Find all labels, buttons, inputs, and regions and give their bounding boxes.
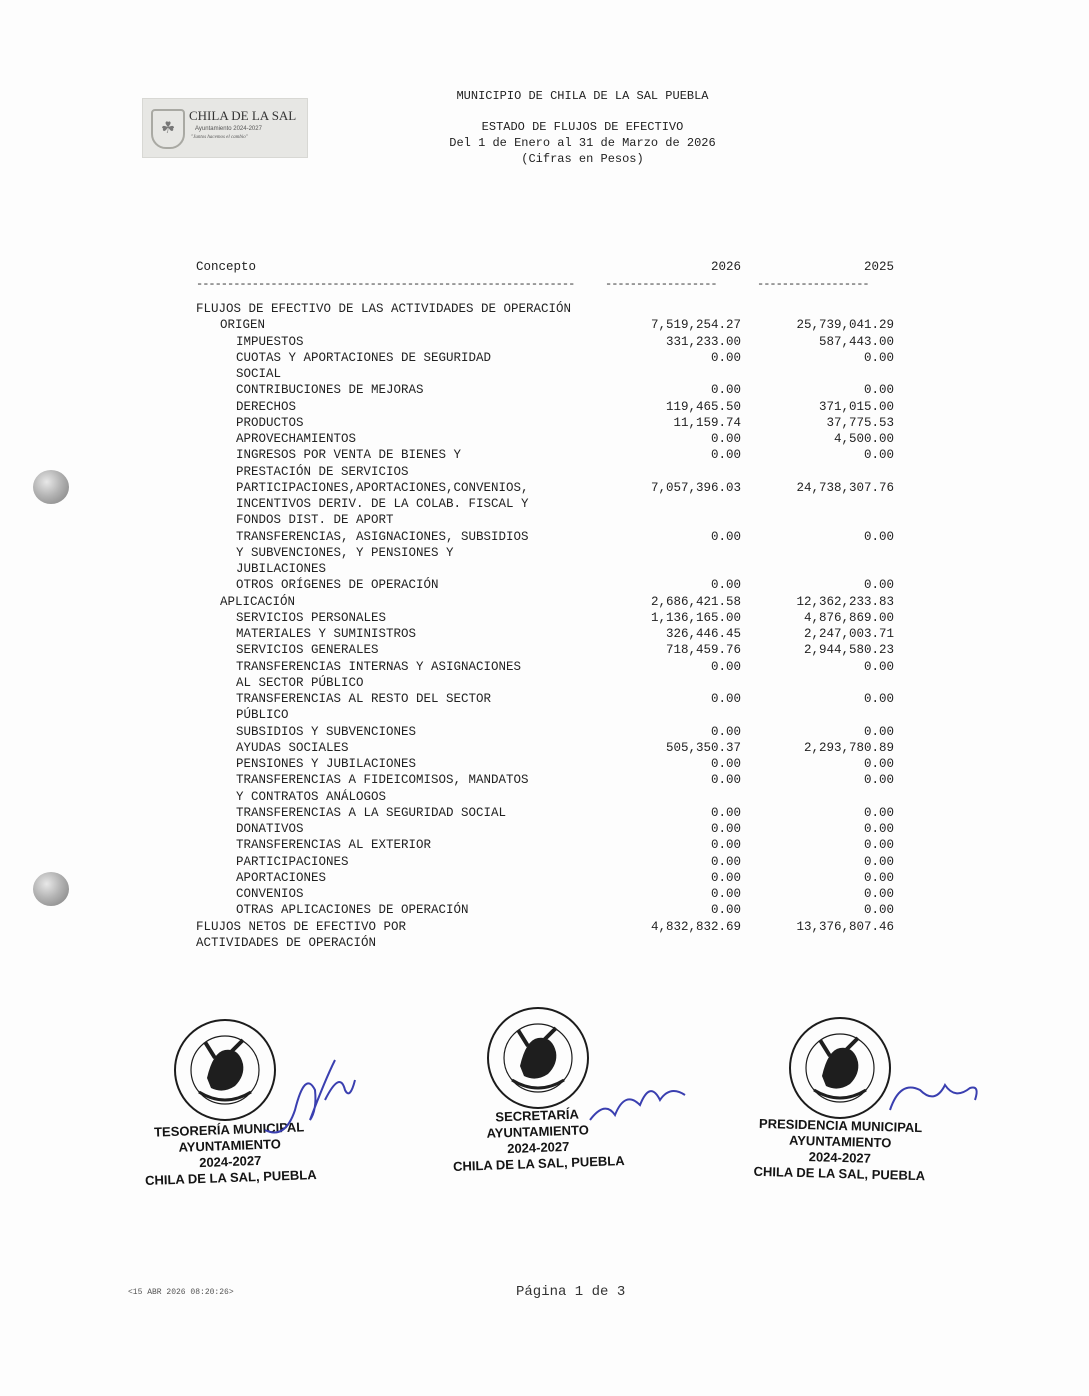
row-value-2026: 0.00 <box>710 724 741 739</box>
signature-presidencia <box>885 1070 985 1120</box>
logo-motto: "Juntos hacemos el cambio" <box>191 135 248 140</box>
table-row <box>0 512 1089 528</box>
table-row <box>0 529 1089 545</box>
row-value-2025: 25,739,041.29 <box>796 318 894 333</box>
row-value-2026: 7,519,254.27 <box>650 318 741 333</box>
table-row <box>0 431 1089 447</box>
table-row <box>0 399 1089 415</box>
row-value-2026: 1,136,165.00 <box>650 610 741 625</box>
row-concepto: Y CONTRATOS ANÁLOGOS <box>236 789 387 804</box>
row-concepto: IMPUESTOS <box>236 334 304 349</box>
signature-tesoreria <box>255 1030 365 1140</box>
table-row <box>0 675 1089 691</box>
row-concepto: FLUJOS NETOS DE EFECTIVO POR <box>196 919 407 934</box>
table-row <box>0 870 1089 886</box>
report-units: (Cifras en Pesos) <box>521 152 644 166</box>
row-value-2025: 371,015.00 <box>818 399 894 414</box>
row-concepto: TRANSFERENCIAS AL EXTERIOR <box>236 838 432 853</box>
seal-line: SECRETARÍA <box>495 1106 580 1125</box>
row-value-2026: 0.00 <box>710 903 741 918</box>
row-concepto: ACTIVIDADES DE OPERACIÓN <box>196 935 377 950</box>
row-value-2026: 326,446.45 <box>665 627 741 641</box>
table-row <box>0 415 1089 431</box>
header-rule-2025: ------------------ <box>757 277 869 291</box>
row-concepto: Y SUBVENCIONES, Y PENSIONES Y <box>236 545 454 560</box>
row-value-2025: 0.00 <box>863 578 894 593</box>
row-value-2026: 0.00 <box>710 773 741 788</box>
table-row <box>0 724 1089 740</box>
row-value-2025: 0.00 <box>863 350 894 365</box>
table-row <box>0 464 1089 480</box>
row-value-2025: 0.00 <box>863 838 894 853</box>
row-concepto: SERVICIOS GENERALES <box>236 643 379 658</box>
header-rule-2026: ------------------ <box>605 277 717 291</box>
row-value-2025: 0.00 <box>863 659 894 674</box>
row-value-2026: 0.00 <box>710 383 741 398</box>
table-row <box>0 301 1089 317</box>
seal-text-presidencia <box>749 1116 931 1185</box>
municipality-logo <box>142 98 308 158</box>
row-value-2025: 12,362,233.83 <box>796 594 894 609</box>
column-header-concepto: Concepto <box>196 260 257 274</box>
row-concepto: DONATIVOS <box>236 822 304 836</box>
table-row <box>0 545 1089 561</box>
row-value-2025: 0.00 <box>863 854 894 869</box>
row-concepto: SERVICIOS PERSONALES <box>236 610 387 625</box>
row-value-2026: 0.00 <box>710 822 741 836</box>
row-value-2025: 0.00 <box>863 887 894 901</box>
table-row <box>0 382 1089 398</box>
table-row <box>0 594 1089 610</box>
row-concepto: DERECHOS <box>236 399 297 414</box>
row-value-2026: 0.00 <box>710 838 741 853</box>
row-concepto: AYUDAS SOCIALES <box>236 740 349 755</box>
row-concepto: ORIGEN <box>220 318 266 333</box>
row-value-2026: 2,686,421.58 <box>650 594 741 609</box>
row-value-2025: 0.00 <box>863 773 894 788</box>
row-concepto: JUBILACIONES <box>236 562 327 576</box>
table-row <box>0 756 1089 772</box>
table-row <box>0 317 1089 333</box>
row-concepto: PRODUCTOS <box>236 415 304 430</box>
table-row <box>0 350 1089 366</box>
row-value-2026: 11,159.74 <box>673 415 741 430</box>
table-row <box>0 821 1089 837</box>
table-row <box>0 772 1089 788</box>
seal-line: AYUNTAMIENTO <box>178 1136 282 1155</box>
row-value-2026: 0.00 <box>710 870 741 885</box>
seal-line: TESORERÍA MUNICIPAL <box>153 1119 305 1140</box>
row-concepto: OTRAS APLICACIONES DE OPERACIÓN <box>236 903 469 918</box>
row-concepto: PRESTACIÓN DE SERVICIOS <box>236 464 409 479</box>
row-value-2026: 0.00 <box>710 529 741 544</box>
row-value-2026: 331,233.00 <box>665 334 741 349</box>
row-value-2025: 13,376,807.46 <box>796 919 894 934</box>
seal-line: AYUNTAMIENTO <box>486 1122 590 1141</box>
row-value-2025: 0.00 <box>863 870 894 885</box>
row-concepto: INCENTIVOS DERIV. DE LA COLAB. FISCAL Y <box>236 497 529 511</box>
table-row <box>0 789 1089 805</box>
row-value-2026: 0.00 <box>710 757 741 771</box>
row-concepto: TRANSFERENCIAS AL RESTO DEL SECTOR <box>236 692 492 706</box>
row-value-2025: 4,876,869.00 <box>803 610 894 625</box>
row-value-2026: 0.00 <box>710 350 741 365</box>
row-concepto: PARTICIPACIONES <box>236 854 349 869</box>
row-concepto: CONTRIBUCIONES DE MEJORAS <box>236 383 424 398</box>
table-row <box>0 577 1089 593</box>
row-value-2026: 0.00 <box>710 432 741 446</box>
signature-secretaria <box>585 1070 695 1130</box>
seal-secretaria <box>478 1000 598 1115</box>
row-value-2026: 505,350.37 <box>665 740 741 755</box>
table-row <box>0 707 1089 723</box>
row-concepto: TRANSFERENCIAS A FIDEICOMISOS, MANDATOS <box>236 773 529 788</box>
page-number: Página 1 de 3 <box>516 1284 626 1300</box>
table-row <box>0 854 1089 870</box>
row-value-2025: 2,944,580.23 <box>803 643 894 658</box>
row-concepto: INGRESOS POR VENTA DE BIENES Y <box>236 448 462 463</box>
row-value-2026: 0.00 <box>710 887 741 901</box>
row-value-2025: 2,247,003.71 <box>803 627 894 641</box>
cash-flow-table <box>0 301 1089 951</box>
row-value-2025: 0.00 <box>863 805 894 820</box>
row-concepto: PARTICIPACIONES,APORTACIONES,CONVENIOS, <box>236 480 529 495</box>
row-concepto: PÚBLICO <box>236 708 289 723</box>
row-value-2025: 2,293,780.89 <box>803 740 894 755</box>
logo-name: CHILA DE LA SAL <box>189 108 297 123</box>
seal-line: CHILA DE LA SAL, PUEBLA <box>753 1163 926 1184</box>
row-concepto: TRANSFERENCIAS, ASIGNACIONES, SUBSIDIOS <box>236 529 529 544</box>
row-concepto: FLUJOS DE EFECTIVO DE LAS ACTIVIDADES DE OPERACIÓN <box>196 302 572 316</box>
row-value-2026: 4,832,832.69 <box>650 919 741 934</box>
shield-icon: ☘ <box>151 109 185 149</box>
row-concepto: APORTACIONES <box>236 870 327 885</box>
row-value-2025: 0.00 <box>863 529 894 544</box>
table-row <box>0 740 1089 756</box>
column-header-2025: 2025 <box>863 260 894 274</box>
table-row <box>0 902 1089 918</box>
mexican-coat-of-arms-icon <box>780 1010 900 1125</box>
row-concepto: APLICACIÓN <box>220 594 296 609</box>
row-value-2025: 24,738,307.76 <box>796 480 894 495</box>
row-value-2026: 119,465.50 <box>665 399 741 414</box>
seal-line: 2024-2027 <box>808 1149 872 1166</box>
row-concepto: CUOTAS Y APORTACIONES DE SEGURIDAD <box>236 350 492 365</box>
row-value-2025: 0.00 <box>863 692 894 706</box>
table-row <box>0 935 1089 951</box>
table-row <box>0 659 1089 675</box>
row-concepto: TRANSFERENCIAS INTERNAS Y ASIGNACIONES <box>236 659 522 674</box>
row-value-2025: 4,500.00 <box>833 432 894 446</box>
row-value-2026: 7,057,396.03 <box>650 480 741 495</box>
table-row <box>0 366 1089 382</box>
column-header-2026: 2026 <box>710 260 741 274</box>
seal-line: 2024-2027 <box>506 1138 570 1157</box>
row-concepto: CONVENIOS <box>236 887 304 901</box>
row-value-2025: 587,443.00 <box>818 334 894 349</box>
row-concepto: OTROS ORÍGENES DE OPERACIÓN <box>236 578 439 593</box>
row-value-2025: 0.00 <box>863 724 894 739</box>
row-concepto: SOCIAL <box>236 367 282 381</box>
row-value-2026: 0.00 <box>710 578 741 593</box>
seal-line: AYUNTAMIENTO <box>788 1132 892 1151</box>
row-concepto: APROVECHAMIENTOS <box>236 432 357 446</box>
row-value-2026: 0.00 <box>710 692 741 706</box>
logo-subtitle: Ayuntamiento 2024-2027 <box>195 126 262 132</box>
seal-line: CHILA DE LA SAL, PUEBLA <box>452 1152 625 1174</box>
row-value-2026: 0.00 <box>710 659 741 674</box>
report-period: Del 1 de Enero al 31 de Marzo de 2026 <box>449 136 716 150</box>
seal-presidencia <box>780 1010 900 1125</box>
table-row <box>0 691 1089 707</box>
row-value-2025: 0.00 <box>863 383 894 398</box>
table-row <box>0 496 1089 512</box>
seal-line: CHILA DE LA SAL, PUEBLA <box>144 1166 317 1188</box>
row-concepto: PENSIONES Y JUBILACIONES <box>236 757 417 771</box>
row-concepto: MATERIALES Y SUMINISTROS <box>236 627 417 641</box>
row-value-2025: 0.00 <box>863 757 894 771</box>
row-concepto: AL SECTOR PÚBLICO <box>236 675 364 690</box>
report-title: ESTADO DE FLUJOS DE EFECTIVO <box>481 120 684 134</box>
table-row <box>0 837 1089 853</box>
row-value-2026: 0.00 <box>710 448 741 463</box>
header-rule-concepto: ------------------------------------------------------------- <box>196 277 575 291</box>
table-row <box>0 447 1089 463</box>
table-row <box>0 561 1089 577</box>
mexican-coat-of-arms-icon <box>478 1000 598 1115</box>
table-row <box>0 642 1089 658</box>
row-concepto: FONDOS DIST. DE APORT <box>236 513 394 528</box>
seal-line: 2024-2027 <box>198 1152 262 1171</box>
row-value-2026: 0.00 <box>710 854 741 869</box>
seal-line: PRESIDENCIA MUNICIPAL <box>758 1115 923 1136</box>
municipality-title: MUNICIPIO DE CHILA DE LA SAL PUEBLA <box>456 89 709 103</box>
print-timestamp: <15 ABR 2026 08:20:26> <box>128 1288 234 1297</box>
row-concepto: TRANSFERENCIAS A LA SEGURIDAD SOCIAL <box>236 805 507 820</box>
table-row <box>0 334 1089 350</box>
row-value-2025: 0.00 <box>863 903 894 918</box>
row-value-2025: 37,775.53 <box>826 415 894 430</box>
row-value-2025: 0.00 <box>863 448 894 463</box>
table-row <box>0 805 1089 821</box>
table-row <box>0 480 1089 496</box>
table-row <box>0 919 1089 935</box>
row-concepto: SUBSIDIOS Y SUBVENCIONES <box>236 724 417 739</box>
table-row <box>0 626 1089 642</box>
table-row <box>0 886 1089 902</box>
row-value-2025: 0.00 <box>863 822 894 836</box>
table-row <box>0 610 1089 626</box>
row-value-2026: 0.00 <box>710 805 741 820</box>
row-value-2026: 718,459.76 <box>665 643 741 658</box>
